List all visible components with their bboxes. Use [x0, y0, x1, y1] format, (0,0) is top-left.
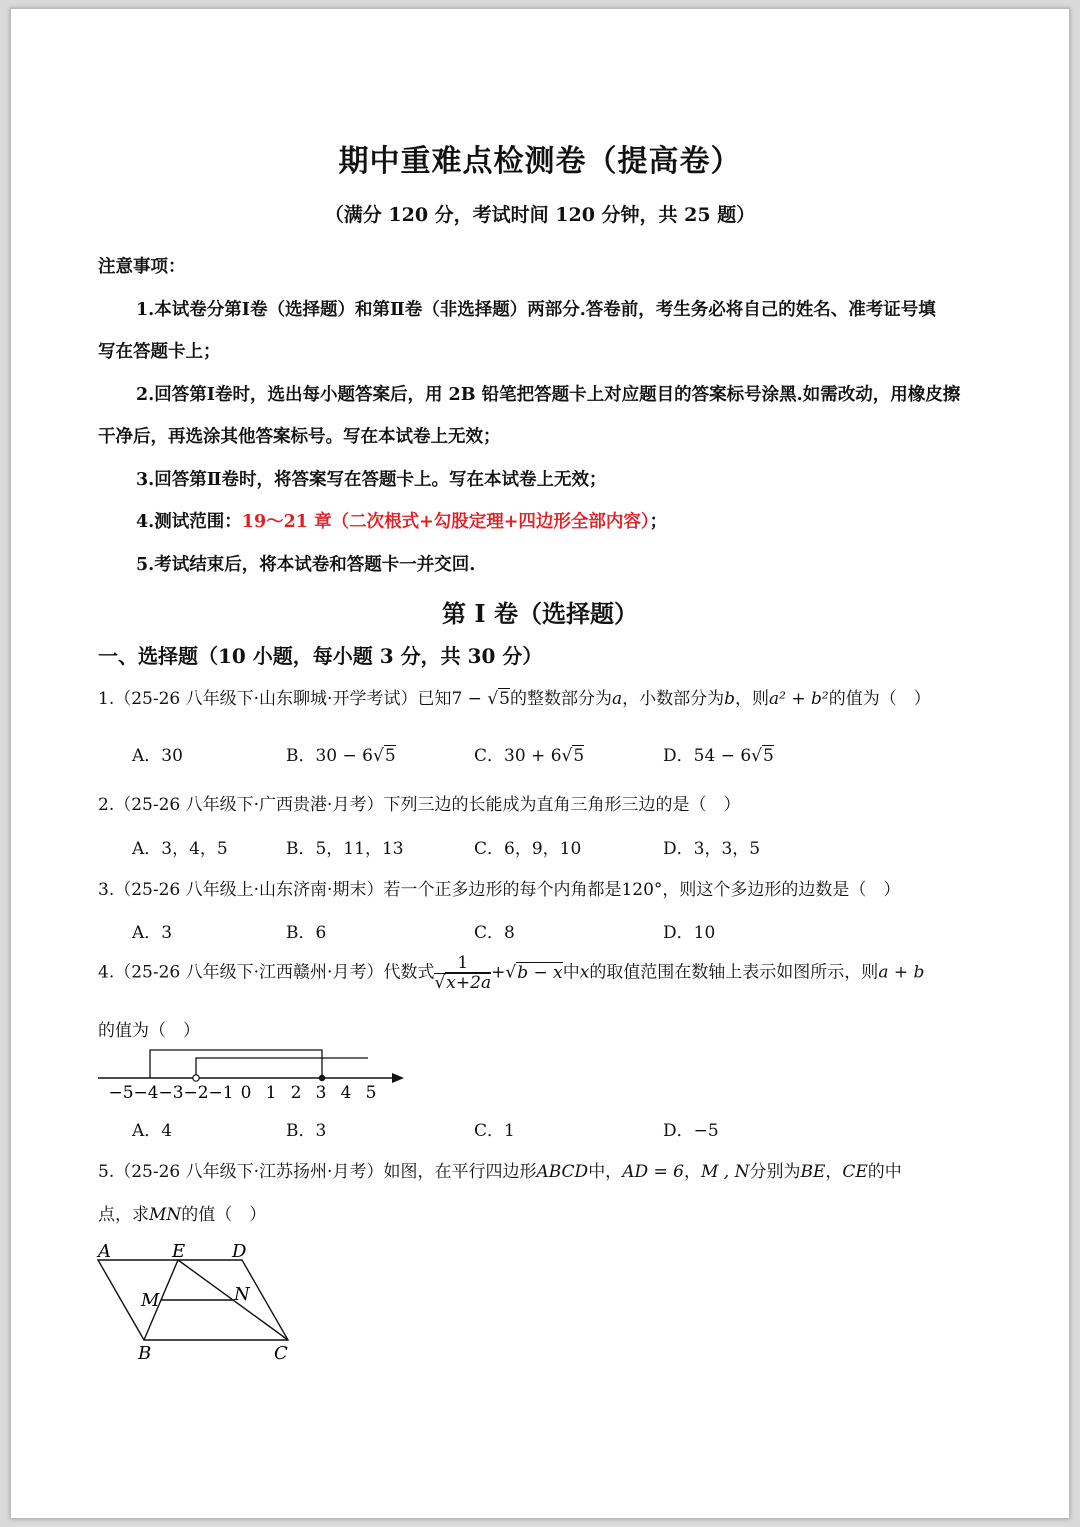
question-4-line2: 的值为（ ） [98, 1021, 200, 1041]
label-a: A [98, 1241, 111, 1262]
axis-tick-label: 2 [290, 1083, 302, 1103]
q1-option-c[interactable] [474, 741, 584, 766]
q2-option-a[interactable]: A．3，4，5 [132, 839, 228, 859]
q4-option-d[interactable]: D．−5 [663, 1121, 719, 1141]
sqrt-symbol: √ [487, 689, 499, 709]
label-e: E [172, 1241, 186, 1262]
q1-prefix: 1.（25-26 八年级下·山东聊城·开学考试）已知 [98, 689, 452, 709]
label-c: C [274, 1343, 288, 1364]
notice-item4-suffix: ； [649, 512, 668, 532]
q5-be: BE [800, 1162, 826, 1182]
closed-point-marker [319, 1075, 325, 1081]
axis-tick-label: 3 [315, 1083, 327, 1103]
q1-middle: 的整数部分为 [510, 689, 612, 709]
sqrt-symbol: √ [561, 746, 573, 766]
q5-line2-prefix: 点，求 [98, 1205, 149, 1225]
page-subtitle: （满分 120 分，考试时间 120 分钟，共 25 题） [324, 204, 756, 226]
q1-radicand: 5 [499, 689, 510, 709]
q4-middle: 中 [562, 962, 580, 983]
question-4 [98, 954, 924, 992]
notice-item4-prefix: 4.测试范围： [136, 512, 242, 532]
q1-expr: 7 − [451, 689, 488, 709]
q4-fraction [434, 954, 491, 992]
q5-mid1: 中， [588, 1162, 623, 1182]
notice-item1-line1: 1.本试卷分第Ⅰ卷（选择题）和第Ⅱ卷（非选择题）两部分.答卷前，考生务必将自己的姓名、准考证号填 [136, 300, 936, 320]
number-line-figure [96, 1044, 408, 1106]
q4-suffix: 的取值范围在数轴上表示如图所示，则 [589, 962, 879, 983]
q1-option-d[interactable] [663, 741, 774, 766]
q1-mid2: ，小数部分为 [622, 689, 725, 709]
q5-mid2: ， [683, 1162, 701, 1182]
question-2: 2.（25-26 八年级下·广西贵港·月考）下列三边的长能成为直角三角形三边的是（ ） [98, 795, 741, 815]
axis-tick-label: −5 [108, 1083, 134, 1103]
q1-option-c-text: C．30 + 6 [474, 746, 562, 766]
q1-var-b: b [724, 689, 736, 709]
q4-var-x: x [579, 962, 590, 983]
page-title: 期中重难点检测卷（提高卷） [338, 144, 742, 179]
q1-option-a[interactable]: A．30 [132, 746, 183, 766]
range-bracket-upper [150, 1050, 322, 1078]
label-n: N [234, 1284, 250, 1305]
q5-mn: MN [149, 1205, 182, 1225]
range-bracket-lower [196, 1058, 368, 1078]
notice-item1-line2: 写在答题卡上； [98, 342, 221, 362]
q4-frac-num: 1 [434, 954, 491, 974]
q4-option-a[interactable]: A．4 [132, 1121, 173, 1141]
q4-option-b[interactable]: B．3 [286, 1121, 327, 1141]
q5-mid3: 分别为 [749, 1162, 801, 1182]
q3-option-c[interactable]: C．8 [474, 923, 515, 943]
question-1 [98, 684, 931, 709]
q4-frac-den-radicand: x+2a [446, 972, 492, 993]
q5-ce: CE [842, 1162, 868, 1182]
q4-option-c[interactable]: C．1 [474, 1121, 515, 1141]
q1-var-a: a [612, 689, 623, 709]
q1-expr2: a² + b² [769, 689, 829, 709]
q2-option-c[interactable]: C．6，9，10 [474, 839, 582, 859]
notice-item2-line1: 2.回答第Ⅰ卷时，选出每小题答案后，用 2B 铅笔把答题卡上对应题目的答案标号涂黑.如需改动，用橡皮擦 [136, 385, 961, 405]
notice-item5: 5.考试结束后，将本试卷和答题卡一并交回. [136, 555, 476, 575]
sqrt-symbol: √ [751, 746, 762, 766]
notice-item4-range: 19～21 章（二次根式+勾股定理+四边形全部内容） [241, 512, 650, 532]
label-m: M [141, 1290, 160, 1311]
notice-heading: 注意事项： [98, 257, 186, 277]
axis-tick-label: 1 [265, 1083, 277, 1103]
q1-option-b[interactable] [286, 741, 396, 766]
parallelogram-figure [92, 1238, 302, 1368]
q1-option-d-radicand: 5 [762, 746, 774, 766]
q5-mid4: ， [825, 1162, 843, 1182]
notice-item3: 3.回答第Ⅱ卷时，将答案写在答题卡上。写在本试卷上无效； [136, 470, 607, 490]
q5-prefix: 5.（25-26 八年级下·江苏扬州·月考）如图，在平行四边形 [98, 1162, 537, 1182]
q4-plus: + [491, 962, 506, 983]
question-5-line2 [98, 1200, 266, 1225]
q3-option-d[interactable]: D．10 [663, 923, 716, 943]
axis-tick-label: −3 [158, 1083, 184, 1103]
question-3: 3.（25-26 八年级上·山东济南·期末）若一个正多边形的每个内角都是120°，则这个多边形的边数是（ ） [98, 880, 901, 900]
axis-tick-label: −2 [183, 1083, 209, 1103]
q3-option-b[interactable]: B．6 [286, 923, 327, 943]
label-b: B [138, 1343, 152, 1364]
q2-option-b[interactable]: B．5，11，13 [286, 839, 404, 859]
q3-option-a[interactable]: A．3 [132, 923, 173, 943]
q4-radicand: b − x [517, 962, 563, 983]
q5-line2-suffix: 的值（ ） [181, 1205, 267, 1225]
open-point-marker [193, 1075, 199, 1081]
notice-item4 [136, 508, 667, 533]
sqrt-symbol: √ [373, 746, 384, 766]
q1-option-b-radicand: 5 [384, 746, 396, 766]
axis-tick-label: 4 [340, 1083, 352, 1103]
question-5 [98, 1157, 902, 1182]
q5-ad-eq: AD = 6 [622, 1162, 684, 1182]
q4-frac-den: √x+2a [434, 972, 492, 993]
axis-tick-label: −1 [208, 1083, 234, 1103]
section-title: 第 I 卷（选择题） [442, 599, 638, 628]
q5-mn-vars: M , N [700, 1162, 750, 1182]
q4-prefix: 4.（25-26 八年级下·江西赣州·月考）代数式 [98, 962, 435, 983]
q1-option-b-text: B．30 − 6 [286, 746, 373, 766]
sqrt-symbol: √ [505, 962, 517, 983]
axis-tick-label: 0 [240, 1083, 252, 1103]
part-title: 一、选择题（10 小题，每小题 3 分，共 30 分） [98, 644, 543, 668]
q5-mid5: 的中 [867, 1162, 902, 1182]
q1-option-c-radicand: 5 [573, 746, 585, 766]
notice-item2-line2: 干净后，再选涂其他答案标号。写在本试卷上无效； [98, 427, 501, 447]
q4-expr: a + b [878, 962, 925, 983]
q2-option-d[interactable]: D．3，3，5 [663, 839, 761, 859]
q1-option-d-text: D．54 − 6 [663, 746, 752, 766]
label-d: D [232, 1241, 247, 1262]
axis-tick-label: −4 [133, 1083, 159, 1103]
axis-tick-label: 5 [365, 1083, 377, 1103]
q1-mid3: ，则 [735, 689, 770, 709]
axis-arrow-icon [392, 1073, 404, 1083]
q5-abcd: ABCD [536, 1162, 589, 1182]
q1-suffix: 的值为（ ） [828, 689, 931, 709]
